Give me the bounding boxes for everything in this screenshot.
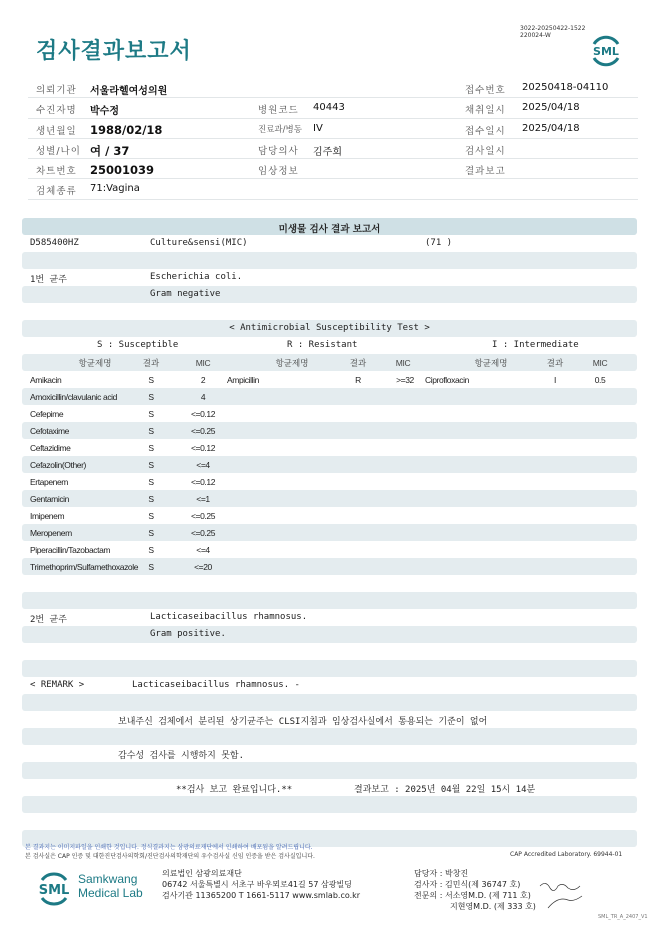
antibiotic-name: Amikacin bbox=[30, 375, 62, 385]
dob-value: 1988/02/18 bbox=[90, 122, 163, 137]
antibiotic-result: S bbox=[148, 511, 154, 521]
ast-title: < Antimicrobial Susceptibility Test > bbox=[229, 323, 430, 333]
blank-row bbox=[22, 575, 637, 592]
col-header: 항균제명 bbox=[275, 359, 309, 369]
result-report bbox=[22, 218, 637, 847]
antibiotic-name: Ampicillin bbox=[227, 375, 259, 385]
label: 의뢰기관 bbox=[36, 85, 77, 96]
document-id bbox=[520, 25, 585, 39]
receipt-no-value: 20250418-04110 bbox=[522, 82, 609, 93]
antibiotic-result: S bbox=[148, 409, 154, 419]
address: 06742 서울특별시 서초구 바우뫼로41길 57 삼광빌딩 bbox=[162, 880, 352, 889]
blank-row bbox=[22, 252, 637, 269]
strain-row bbox=[22, 609, 637, 626]
blank-row bbox=[22, 694, 637, 711]
staff-line: 검사자 : 김민식(제 36747 호) bbox=[414, 880, 521, 889]
antibiotic-row bbox=[22, 541, 637, 558]
antibiotic-mic: 0.5 bbox=[594, 375, 606, 385]
antibiotic-name: Ceftazidime bbox=[30, 443, 71, 453]
blank-row bbox=[22, 728, 637, 745]
footer-note: 본 결과지는 이미지파일을 인쇄한 것입니다. 정식결과지는 삼광의료재단에서 인쇄하여 배포됨을 알려드립니다. bbox=[25, 844, 313, 851]
antibiotic-mic: >=32 bbox=[396, 375, 414, 385]
antibiotic-name: Piperacillin/Tazobactam bbox=[30, 545, 111, 555]
strain-name: Escherichia coli. bbox=[150, 272, 243, 282]
blank-row bbox=[22, 762, 637, 779]
info-row bbox=[28, 78, 638, 98]
antibiotic-mic: <=0.25 bbox=[190, 528, 216, 538]
antibiotic-mic: <=20 bbox=[194, 562, 212, 572]
doc-id-line: 3022-20250422-1522 bbox=[520, 25, 586, 32]
antibiotic-name: Ciprofloxacin bbox=[425, 375, 469, 385]
label: 채취일시 bbox=[465, 105, 506, 117]
label: 접수번호 bbox=[465, 85, 506, 96]
remark-text: Lacticaseibacillus rhamnosus. - bbox=[132, 680, 300, 690]
lab-address bbox=[162, 868, 360, 901]
antibiotic-name: Cefazolin(Other) bbox=[30, 460, 86, 470]
remark-text: 보내주신 검체에서 분리된 상기균주는 CLSI지침과 임상검사실에서 통용되는 기준이 없어 bbox=[118, 717, 488, 727]
col-header: 항균제명 bbox=[474, 359, 508, 369]
antibiotic-mic: <=4 bbox=[196, 545, 210, 555]
test-code: D585400HZ bbox=[30, 238, 79, 248]
test-name: Culture&sensi(MIC) bbox=[150, 238, 248, 248]
antibiotic-name: Cefepime bbox=[30, 409, 64, 419]
report-complete: **검사 보고 완료입니다.** bbox=[176, 785, 293, 795]
label: 수진자명 bbox=[36, 105, 77, 117]
antibiotic-name: Cefotaxime bbox=[30, 426, 69, 436]
strain-row bbox=[22, 269, 637, 286]
antibiotic-mic: 2 bbox=[200, 375, 206, 385]
samkwang-logo bbox=[34, 868, 74, 912]
antibiotic-mic: 4 bbox=[200, 392, 206, 402]
blank-row bbox=[22, 643, 637, 660]
specimen-value: 71:Vagina bbox=[90, 183, 140, 195]
antibiotic-result: S bbox=[148, 494, 154, 504]
antibiotic-mic: <=0.25 bbox=[190, 511, 216, 521]
col-header: 항균제명 bbox=[78, 359, 112, 369]
col-header: 결과 bbox=[142, 359, 160, 369]
report-time: 결과보고 : 2025년 04월 22일 15시 14분 bbox=[354, 785, 536, 795]
label: 생년월일 bbox=[36, 125, 77, 137]
antibiotic-row bbox=[22, 405, 637, 422]
info-row bbox=[28, 119, 638, 139]
sml-logo bbox=[588, 32, 624, 68]
brand-line: Samkwang bbox=[78, 872, 138, 886]
contact: 검사기관 11365200 T 1661-5117 www.smlab.co.kr bbox=[162, 891, 361, 900]
section-header bbox=[22, 218, 637, 235]
label: 임상정보 bbox=[258, 166, 299, 178]
antibiotic-mic: <=1 bbox=[196, 494, 210, 504]
staff-line: 지현영M.D. (제 333 호) bbox=[450, 902, 536, 911]
antibiotic-result: S bbox=[148, 392, 154, 402]
antibiotic-result: S bbox=[148, 426, 154, 436]
blank-row bbox=[22, 660, 637, 677]
brand-name bbox=[78, 872, 143, 900]
antibiotic-mic: <=0.12 bbox=[190, 443, 216, 453]
label: 결과보고 bbox=[465, 166, 506, 178]
sex-age-value: 여 / 37 bbox=[90, 143, 130, 158]
antibiotic-row bbox=[22, 439, 637, 456]
gram-stain: Gram positive. bbox=[150, 629, 226, 639]
staff-line: 전문의 : 서소영M.D. (제 711 호) bbox=[414, 891, 531, 900]
blank-row bbox=[22, 592, 637, 609]
label: 차트번호 bbox=[36, 166, 77, 178]
antibiotic-row bbox=[22, 490, 637, 507]
antibiotic-result: R bbox=[355, 375, 361, 385]
legend-susceptible: S : Susceptible bbox=[97, 340, 179, 350]
col-header: MIC bbox=[195, 358, 211, 368]
antibiotic-result: S bbox=[148, 545, 154, 555]
col-header: MIC bbox=[592, 358, 608, 368]
form-id: SML_TR_A_2407_V1 bbox=[598, 914, 648, 920]
antibiotic-mic: <=4 bbox=[196, 460, 210, 470]
test-count: (71 ) bbox=[425, 238, 453, 248]
ast-header-row bbox=[22, 354, 637, 371]
blank-row bbox=[22, 796, 637, 813]
patient-info bbox=[28, 78, 638, 200]
antibiotic-mic: <=0.12 bbox=[190, 409, 216, 419]
gram-row bbox=[22, 286, 637, 303]
antibiotic-result: I bbox=[554, 375, 556, 385]
staff-list bbox=[414, 868, 536, 912]
antibiotic-name: Meropenem bbox=[30, 528, 72, 538]
col-header: 결과 bbox=[546, 359, 564, 369]
antibiotic-row bbox=[22, 558, 637, 575]
label: 진료과/병동 bbox=[258, 124, 302, 135]
col-header: MIC bbox=[395, 358, 411, 368]
strain-label: 2번 균주 bbox=[30, 615, 67, 625]
legend-intermediate: I : Intermediate bbox=[492, 340, 579, 350]
staff-line: 담당자 : 박창진 bbox=[414, 869, 469, 878]
remark-text: 감수성 검사를 시행하지 못함. bbox=[118, 751, 245, 761]
cap-accreditation: CAP Accredited Laboratory. 69944-01 bbox=[510, 851, 623, 858]
antibiotic-row bbox=[22, 422, 637, 439]
legend-resistant: R : Resistant bbox=[287, 340, 358, 350]
gram-row bbox=[22, 626, 637, 643]
institution-value: 서울라헬여성의원 bbox=[90, 86, 168, 97]
antibiotic-row bbox=[22, 371, 637, 388]
antibiotic-result: S bbox=[148, 562, 154, 572]
doctor-value: 김주희 bbox=[313, 146, 342, 158]
info-row bbox=[28, 179, 638, 199]
antibiotic-name: Gentamicin bbox=[30, 494, 69, 504]
org-name: 의료법인 삼광의료재단 bbox=[162, 869, 242, 878]
complete-row bbox=[22, 779, 637, 796]
label: 담당의사 bbox=[258, 145, 299, 157]
legend-row bbox=[22, 337, 637, 354]
antibiotic-row bbox=[22, 473, 637, 490]
info-row bbox=[28, 159, 638, 179]
remark-row bbox=[22, 745, 637, 762]
antibiotic-result: S bbox=[148, 528, 154, 538]
antibiotic-name: Trimethoprim/Sulfamethoxazole bbox=[30, 562, 139, 572]
col-header: 결과 bbox=[349, 359, 367, 369]
hospital-code-value: 40443 bbox=[313, 102, 345, 114]
label: 접수일시 bbox=[465, 125, 506, 137]
antibiotic-result: S bbox=[148, 460, 154, 470]
receipt-date-value: 2025/04/18 bbox=[522, 122, 580, 134]
antibiotic-name: Ertapenem bbox=[30, 477, 68, 487]
antibiotic-result: S bbox=[148, 375, 154, 385]
svg-text:SML: SML bbox=[38, 883, 70, 898]
antibiotic-row bbox=[22, 456, 637, 473]
info-row bbox=[28, 98, 638, 118]
gram-stain: Gram negative bbox=[150, 289, 221, 299]
page-title: 검사결과보고서 bbox=[36, 39, 192, 64]
strain-name: Lacticaseibacillus rhamnosus. bbox=[150, 612, 308, 622]
label: 성별/나이 bbox=[36, 145, 81, 157]
dept-value: IV bbox=[313, 122, 323, 134]
section-title: 미생물 검사 결과 보고서 bbox=[278, 224, 381, 235]
label: 병원코드 bbox=[258, 105, 299, 117]
footer-note: 본 검사실은 CAP 인증 및 대한진단검사의학회/진단검사의학재단의 우수검사실 신임 인증을 받은 검사실입니다. bbox=[25, 853, 315, 860]
info-row bbox=[28, 139, 638, 159]
strain-label: 1번 균주 bbox=[30, 275, 67, 285]
antibiotic-row bbox=[22, 388, 637, 405]
antibiotic-name: Imipenem bbox=[30, 511, 65, 521]
doc-id-line: 220024-W bbox=[520, 32, 551, 39]
remark-row bbox=[22, 677, 637, 694]
svg-text:SML: SML bbox=[593, 45, 619, 58]
patient-value: 박수정 bbox=[90, 106, 119, 118]
chart-no-value: 25001039 bbox=[90, 163, 155, 178]
antibiotic-mic: <=0.12 bbox=[190, 477, 216, 487]
antibiotic-row bbox=[22, 524, 637, 541]
antibiotic-name: Amoxicillin/clavulanic acid bbox=[30, 392, 117, 402]
antibiotic-result: S bbox=[148, 443, 154, 453]
signature bbox=[538, 878, 598, 922]
label: 검체종류 bbox=[36, 186, 77, 198]
remark-row bbox=[22, 711, 637, 728]
brand-line: Medical Lab bbox=[78, 886, 143, 900]
blank-row bbox=[22, 303, 637, 320]
antibiotic-result: S bbox=[148, 477, 154, 487]
collect-date-value: 2025/04/18 bbox=[522, 102, 580, 114]
remark-label: < REMARK > bbox=[30, 680, 85, 690]
antibiotic-mic: <=0.25 bbox=[190, 426, 216, 436]
antibiotic-row bbox=[22, 507, 637, 524]
blank-row bbox=[22, 813, 637, 830]
label: 검사일시 bbox=[465, 145, 506, 157]
test-row bbox=[22, 235, 637, 252]
ast-title-row bbox=[22, 320, 637, 337]
